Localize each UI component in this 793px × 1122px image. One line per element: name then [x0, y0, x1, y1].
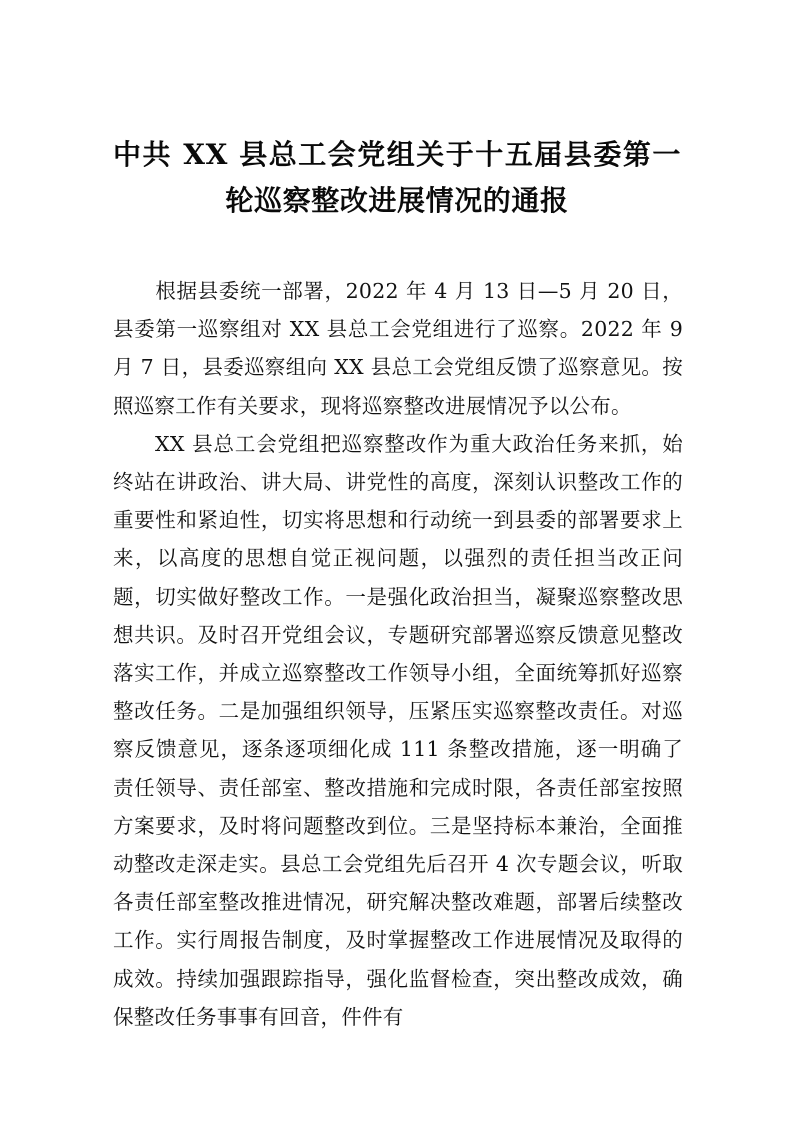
document-title — [113, 132, 681, 224]
paragraph-2 — [113, 425, 683, 1036]
document-title-line-1: 中共 XX 县总工会党组关于十五届县委第一 — [113, 138, 681, 171]
paragraph-2-text: XX 县总工会党组把巡察整改作为重大政治任务来抓，始终站在讲政治、讲大局、讲党性的高度，深刻认识整改工作的重要性和紧迫性，切实将思想和行动统一到县委的部署要求上来，以高度的思想自觉正视问题，以强烈的责任担当改正问题，切实做好整改工作。一是强化政治担当，凝聚巡察整改思想共识。及时召开党组会议，专题研究部署巡察反馈意见整改落实工作，并成立巡察整改工作领导小组，全面统筹抓好巡察整改任务。二是加强组织领导，压紧压实巡察整改责任。对巡察反馈意见，逐条逐项细化成 111 条整改措施，逐一明确了责任领导、责任部室、整改措施和完成时限，各责任部室按照方案要求，及时将问题整改到位。三是坚持标本兼治，全面推动整改走深走实。县总工会党组先后召开 4 次专题会议，听取各责任部室整改推进情况，研究解决整改难题，部署后续整改工作。实行周报告制度，及时掌握整改工作进展情况及取得的成效。持续加强跟踪指导，强化监督检查，突出整改成效，确保整改任务事事有回音，件件有 — [113, 431, 683, 1029]
document-title-line-2: 轮巡察整改进展情况的通报 — [225, 184, 569, 217]
paragraph-1 — [113, 272, 683, 425]
document-body — [113, 272, 683, 1036]
paragraph-1-text: 根据县委统一部署，2022 年 4 月 13 日—5 月 20 日，县委第一巡察组对 XX 县总工会党组进行了巡察。2022 年 9 月 7 日，县委巡察组向 XX 县总工会党组反馈了巡察意见。按照巡察工作有关要求，现将巡察整改进展情况予以公布。 — [113, 279, 683, 418]
